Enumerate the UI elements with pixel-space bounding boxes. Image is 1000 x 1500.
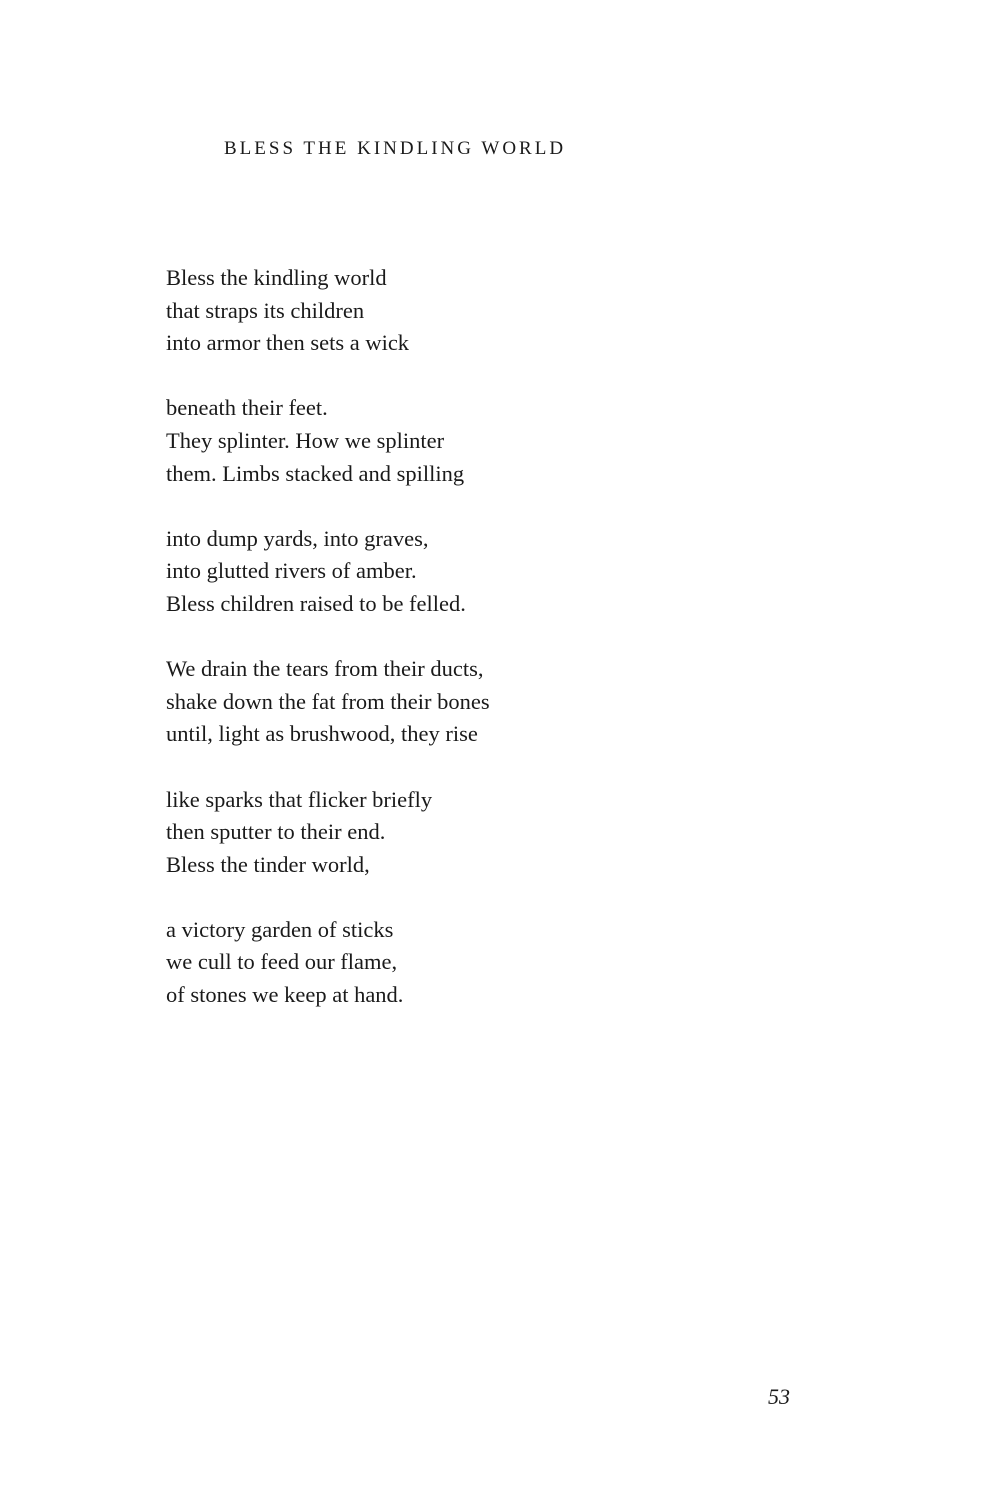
stanza (166, 523, 726, 621)
poem-line: that straps its children (166, 297, 365, 323)
poem-line: them. Limbs stacked and spilling (166, 460, 465, 486)
poem-line: of stones we keep at hand. (166, 982, 404, 1008)
poem-line: into dump yards, into graves, (166, 525, 429, 551)
poem-line: We drain the tears from their ducts, (166, 656, 484, 682)
poem-line: then sputter to their end. (166, 819, 386, 845)
poem-line: a victory garden of sticks (166, 916, 394, 942)
stanza (166, 784, 726, 882)
poem-line: shake down the fat from their bones (166, 688, 490, 714)
poem-line: They splinter. How we splinter (166, 427, 445, 453)
poem-line: into armor then sets a wick (166, 330, 410, 356)
poem-line: beneath their feet. (166, 395, 328, 421)
poem-line: Bless children raised to be felled. (166, 590, 466, 616)
poem-line: into glutted rivers of amber. (166, 558, 417, 584)
poem-line: like sparks that flicker briefly (166, 786, 433, 812)
stanza (166, 262, 726, 360)
poem-title: BLESS THE KINDLING WORLD (224, 138, 567, 159)
page-number: 53 (768, 1384, 790, 1409)
stanza (166, 914, 726, 1012)
poem-line: until, light as brushwood, they rise (166, 721, 478, 747)
poem-line: we cull to feed our flame, (166, 949, 398, 975)
poem-line: Bless the tinder world, (166, 851, 370, 877)
poem-line: Bless the kindling world (166, 265, 387, 290)
poem-body (166, 262, 726, 1044)
stanza (166, 392, 726, 490)
stanza (166, 653, 726, 751)
